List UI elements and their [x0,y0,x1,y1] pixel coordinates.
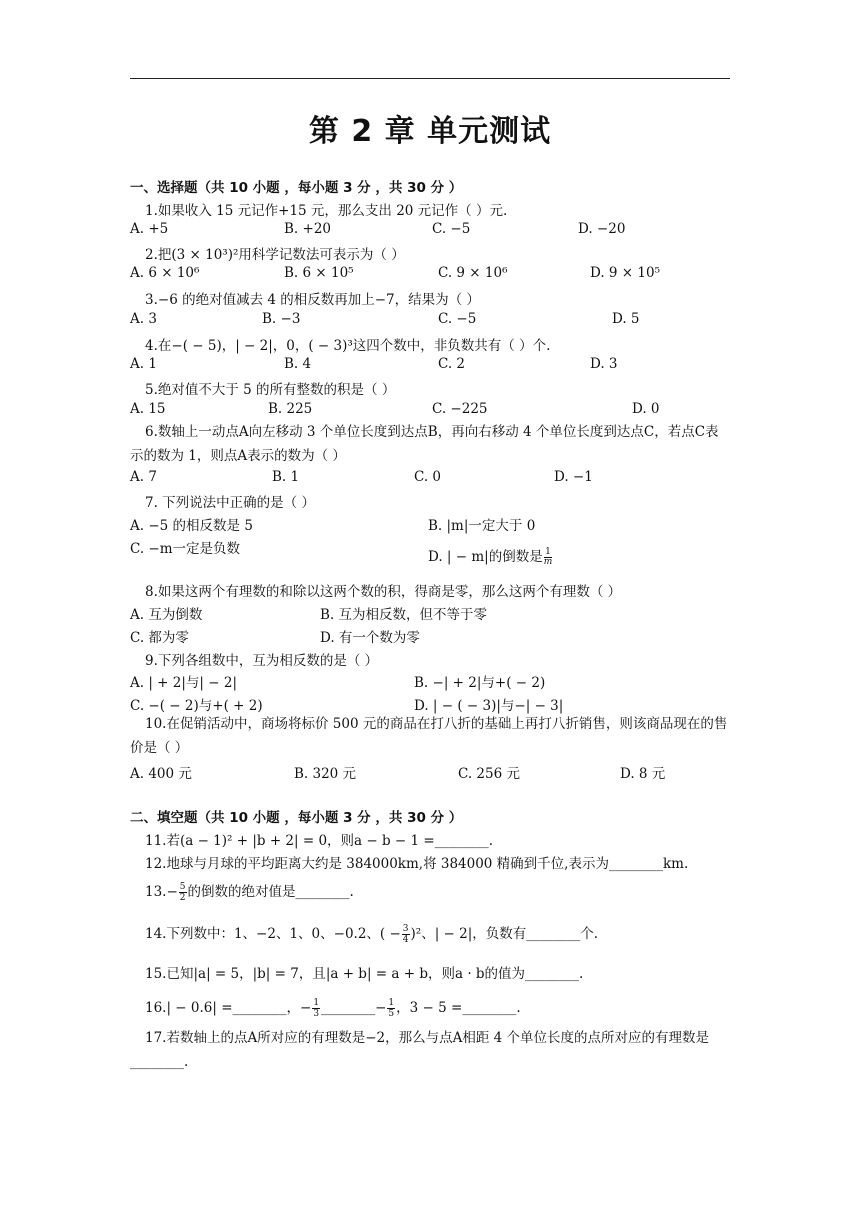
fraction-numerator: 1 [388,998,395,1008]
question-3: 3.−6 的绝对值减去 4 的相反数再加上−7，结果为（ ） [145,292,480,308]
option-4a: A. 1 [130,356,157,372]
fraction-denominator: 4 [402,935,409,945]
option-4c: C. 2 [438,356,466,372]
fraction-1-over-3 [312,998,320,1019]
question-4: 4.在−( − 5)，| − 2|，0，( − 3)³这四个数中，非负数共有（ ）个. [145,338,551,354]
fraction-1-over-m [544,548,553,567]
option-5b: B. 225 [268,401,313,417]
fraction-numerator: 3 [402,924,409,934]
fraction-1-over-5 [387,998,395,1019]
option-7b: B. |m|一定大于 0 [428,518,536,534]
fraction-denominator: 2 [179,893,186,903]
option-6d: D. −1 [554,469,593,485]
question-14-suffix: )²、| − 2|，负数有________个. [410,926,599,942]
fraction-numerator: 1 [313,998,320,1008]
option-7c: C. −m一定是负数 [130,541,241,557]
option-10a: A. 400 元 [130,766,192,782]
option-5c: C. −225 [432,401,488,417]
question-17: 17.若数轴上的点A所对应的有理数是−2，那么与点A相距 4 个单位长度的点所对应的有理数是________. [130,1030,710,1070]
question-13-suffix: 的倒数的绝对值是________. [187,884,354,900]
option-3c: C. −5 [438,311,477,327]
section-heading-fill: 二、填空题（共 10 小题 ，每小题 3 分 ，共 30 分 ） [130,810,463,826]
fraction-numerator: 5 [179,882,186,892]
option-7a: A. −5 的相反数是 5 [130,518,253,534]
option-2a: A. 6 × 10⁶ [130,265,200,281]
option-3d: D. 5 [612,311,640,327]
option-7d [428,545,552,567]
section-heading-choice: 一、选择题（共 10 小题 ，每小题 3 分 ，共 30 分 ） [130,180,463,196]
option-3b: B. −3 [262,311,301,327]
question-8: 8.如果这两个有理数的和除以这两个数的积，得商是零，那么这两个有理数（ ） [145,584,622,600]
option-2d: D. 9 × 10⁵ [590,265,660,281]
fraction-denominator: m [543,557,553,567]
option-8c: C. 都为零 [130,630,189,646]
fraction-3-over-4 [402,924,410,945]
question-10: 10.在促销活动中，商场将标价 500 元的商品在打八折的基础上再打八折销售，则该商品现在的售价是（ ） [130,716,728,756]
option-5a: A. 15 [130,401,166,417]
question-7: 7. 下列说法中正确的是（ ） [145,495,315,511]
option-8b: B. 互为相反数，但不等于零 [320,607,488,623]
fraction-denominator: 5 [388,1009,395,1019]
question-9: 9.下列各组数中，互为相反数的是（ ） [145,653,379,669]
option-6a: A. 7 [130,469,157,485]
question-15: 15.已知|a| = 5，|b| = 7，且|a + b| = a + b，则a · b的值为________. [145,966,584,982]
option-10b: B. 320 元 [294,766,357,782]
question-16 [145,996,521,1019]
question-14 [145,922,598,945]
option-10c: C. 256 元 [458,766,520,782]
option-8d: D. 有一个数为零 [320,630,420,646]
option-2c: C. 9 × 10⁶ [438,265,508,281]
page-title: 第 2 章 单元测试 [308,114,552,149]
option-1a: A. +5 [130,221,169,237]
option-4b: B. 4 [284,356,312,372]
option-10d: D. 8 元 [620,766,666,782]
option-1b: B. +20 [284,221,331,237]
question-11: 11.若(a − 1)² + |b + 2| = 0，则a − b − 1 =________. [145,833,494,849]
question-6: 6.数轴上一动点A向左移动 3 个单位长度到达点B，再向右移动 4 个单位长度到达点C，若点C表示的数为 1，则点A表示的数为（ ） [130,424,719,464]
option-9b: B. −| + 2|与+( − 2) [414,675,546,691]
question-2: 2.把(3 × 10³)²用科学记数法可表示为（ ） [145,247,405,263]
option-4d: D. 3 [590,356,618,372]
option-9d: D. | − ( − 3)|与−| − 3| [414,698,564,714]
option-1d: D. −20 [578,221,626,237]
header-rule [130,78,730,79]
question-16-part3: ，3 − 5 =________. [396,1000,521,1016]
option-9a: A. | + 2|与| − 2| [130,675,237,691]
fraction-denominator: 3 [313,1009,320,1019]
question-13 [145,880,354,903]
option-8a: A. 互为倒数 [130,607,203,623]
question-13-prefix: 13.− [145,884,178,900]
question-14-prefix: 14.下列数中：1、−2、1、0、−0.2、( − [145,926,401,942]
question-12: 12.地球与月球的平均距离大约是 384000km,将 384000 精确到千位,表示为________km. [145,856,689,872]
question-16-part2: ________− [321,1000,387,1016]
question-1: 1.如果收入 15 元记作+15 元，那么支出 20 元记作（ ）元. [145,203,508,219]
option-5d: D. 0 [632,401,660,417]
option-1c: C. −5 [432,221,471,237]
question-16-part1: 16.| − 0.6| =________，− [145,1000,312,1016]
option-9c: C. −( − 2)与+( + 2) [130,698,263,714]
fraction-5-over-2 [179,882,187,903]
option-6c: C. 0 [414,469,442,485]
question-5: 5.绝对值不大于 5 的所有整数的积是（ ） [145,382,396,398]
option-2b: B. 6 × 10⁵ [284,265,354,281]
option-3a: A. 3 [130,311,157,327]
option-7d-text: D. | − m|的倒数是 [428,549,543,565]
option-6b: B. 1 [272,469,300,485]
fraction-numerator: 1 [545,547,551,557]
